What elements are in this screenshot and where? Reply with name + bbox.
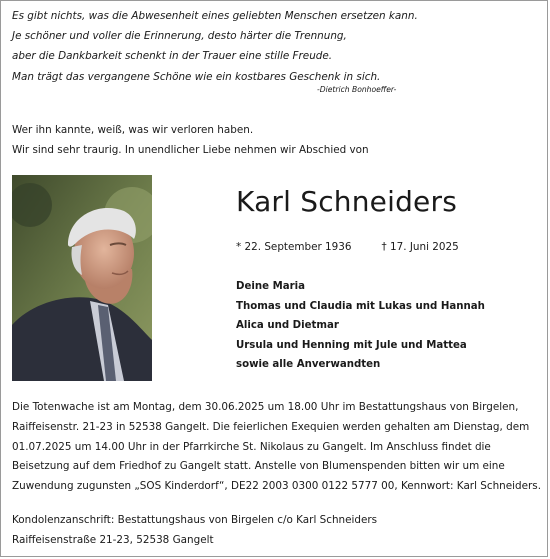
condolence-address [12,511,377,551]
announcement-line: Die Totenwache ist am Montag, dem 30.06.2025 um 18.00 Uhr im Bestattungshaus von Birgelen, [12,401,519,413]
mourners-list [236,277,485,375]
mourner-line: sowie alle Anverwandten [236,359,381,370]
quote-line: Es gibt nichts, was die Abwesenheit eines geliebten Menschen ersetzen kann. [12,10,418,22]
quote-line: Man trägt das vergangene Schöne wie ein kostbares Geschenk in sich. [12,70,381,83]
quote-author: -Dietrich Bonhoeffer- [317,85,397,94]
quote-line: Je schöner und voller die Erinnerung, desto härter die Trennung, [12,30,347,43]
death-date: † 17. Juni 2025 [381,241,459,253]
contact-line: Raiffeisenstraße 21-23, 52538 Gangelt [12,533,214,546]
mourner-line: Deine Maria [236,281,305,292]
life-dates [236,241,459,253]
intro-line: Wir sind sehr traurig. In unendlicher Liebe nehmen wir Abschied von [12,144,369,156]
bonhoeffer-quote [12,6,442,87]
intro-text [12,120,369,160]
quote-line: aber die Dankbarkeit schenkt in der Trauer eine stille Freude. [12,50,333,63]
announcement-line: Beisetzung auf dem Friedhof zu Gangelt statt. Anstelle von Blumenspenden bitten wir um eine [12,460,505,473]
mourner-line: Ursula und Henning mit Jule und Mattea [236,339,467,351]
birth-date: * 22. September 1936 [236,241,352,253]
deceased-name: Karl Schneiders [236,185,457,218]
contact-line: Kondolenzanschrift: Bestattungshaus von Birgelen c/o Karl Schneiders [12,514,378,526]
announcement-line: Raiffeisenstr. 21-23 in 52538 Gangelt. Die feierlichen Exequien werden gehalten am Dienstag, dem [12,420,530,433]
mourner-line: Thomas und Claudia mit Lukas und Hannah [236,300,485,312]
announcement-line: Zuwendung zugunsten „SOS Kinderdorf“, DE22 2003 0300 0122 5777 00, Kennwort: Karl Schneiders. [12,480,542,493]
portrait-photo [12,175,152,381]
funeral-announcement [12,398,542,497]
announcement-line: 01.07.2025 um 14.00 Uhr in der Pfarrkirche St. Nikolaus zu Gangelt. Im Anschluss findet die [12,440,491,453]
mourner-line: Alica und Dietmar [236,320,339,331]
intro-line: Wer ihn kannte, weiß, was wir verloren haben. [12,124,254,136]
